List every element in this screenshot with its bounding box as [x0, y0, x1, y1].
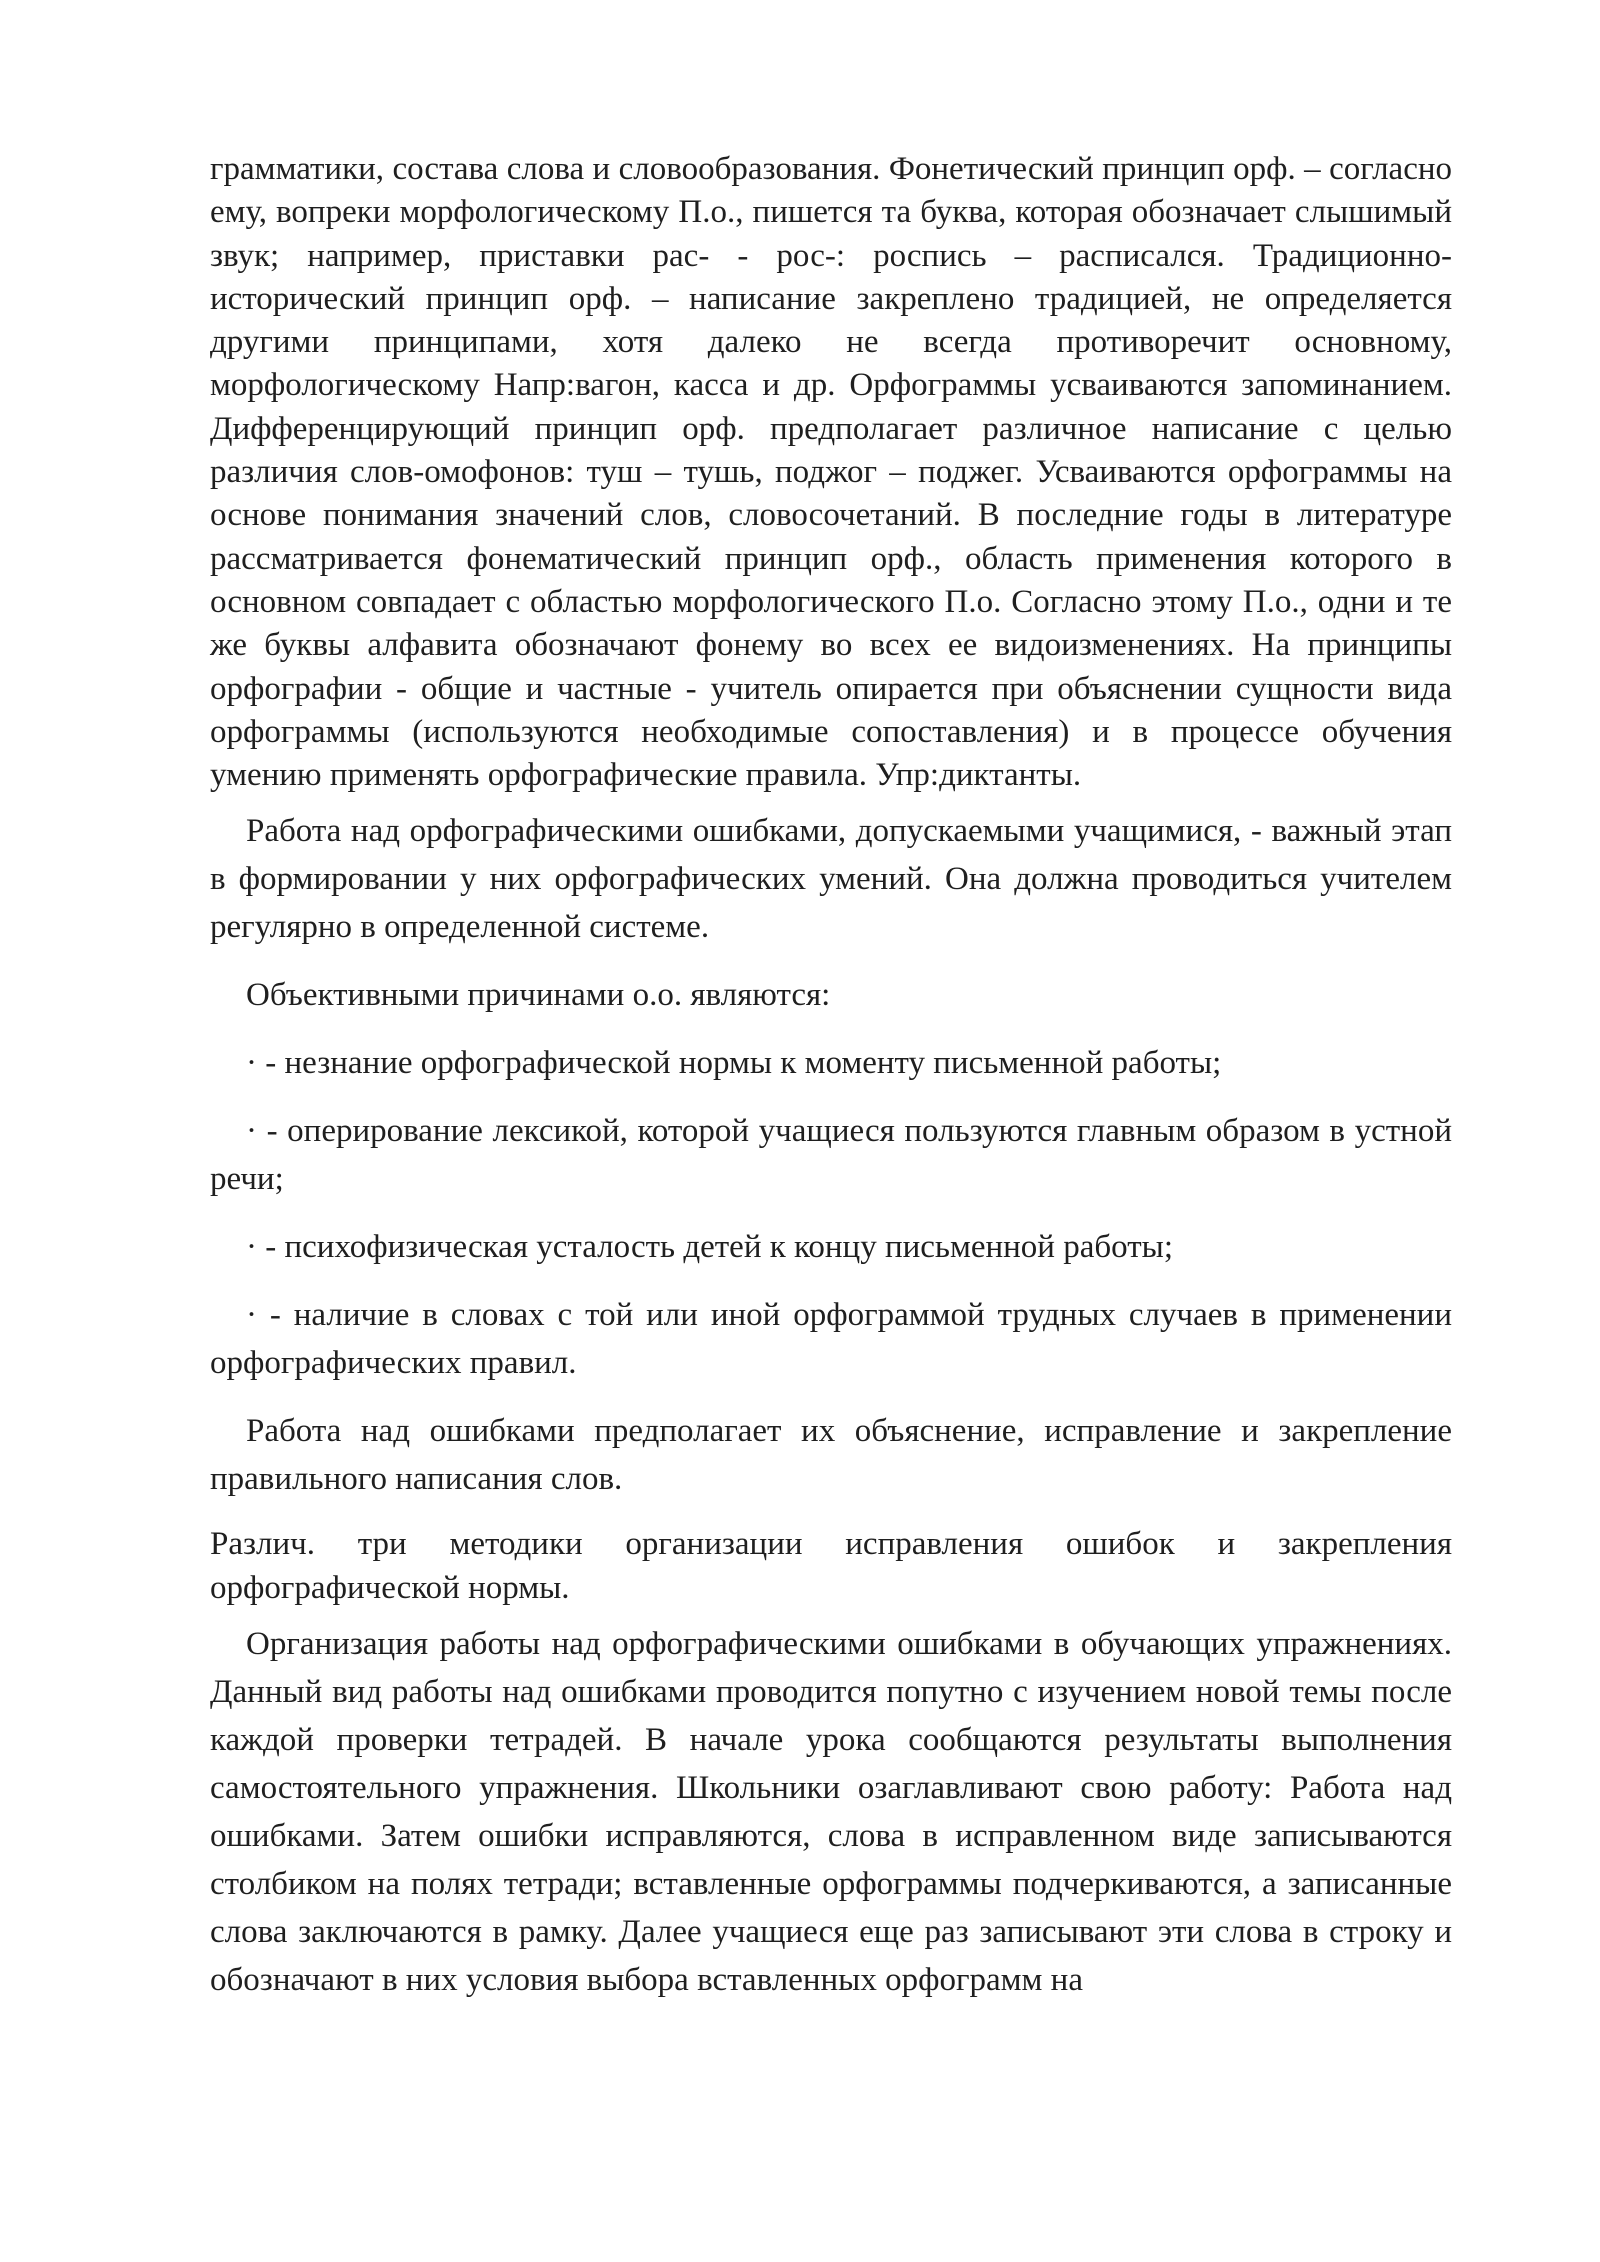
list-item-cause-2: · - оперирование лексикой, которой учащиеся пользуются главным образом в устной речи; [210, 1113, 1452, 1198]
paragraph-error-work-intro: Работа над орфографическими ошибками, допускаемыми учащимися, - важный этап в формировании у них орфографических умений. Она должна проводиться учителем регулярно в определенной системе. [210, 813, 1452, 946]
list-item-cause-3: · - психофизическая усталость детей к концу письменной работы; [246, 1229, 1173, 1266]
paragraph-exercise-organization: Организация работы над орфографическими ошибками в обучающих упражнениях. Данный вид работы над ошибками проводится попутно с изучением новой темы после каждой проверки тетрадей. В начале урока сообщаются результаты выполнения самостоятельного упражнения. Школьники озаглавливают свою работу: Работа над ошибками. Затем ошибки исправляются, слова в исправленном виде записываются столбиком на полях тетради; вставленные орфограммы подчеркиваются, а записанные слова заключаются в рамку. Далее учащиеся еще раз записывают эти слова в строку и обозначают в них условия выбора вставленных орфограмм на [210, 1626, 1452, 1999]
paragraph-objective-causes-heading: Объективными причинами о.о. являются: [246, 977, 831, 1014]
paragraph-orthography-principles: грамматики, состава слова и словообразования. Фонетический принцип орф. – согласно ему, вопреки морфологическому П.о., пишется та буква, которая обозначает слышимый звук; например, приставки рас- - рос-: роспись – расписался. Традиционно-исторический принцип орф. – написание закреплено традицией, не определяется другими принципами, хотя далеко не всегда противоречит основному, морфологическому Напр:вагон, касса и др. Орфограммы усваиваются запоминанием. Дифференцирующий принцип орф. предполагает различное написание с целью различия слов-омофонов: туш – тушь, поджог – поджег. Усваиваются орфограммы на основе понимания значений слов, словосочетаний. В последние годы в литературе рассматривается фонематический принцип орф., область применения которого в основном совпадает с областью морфологического П.о. Согласно этому П.о., одни и те же буквы алфавита обозначают фонему во всех ее видоизменениях. На принципы орфографии - общие и частные - учитель опирается при объяснении сущности вида орфограммы (используются необходимые сопоставления) и в процессе обучения умению применять орфографические правила. Упр:диктанты. [210, 151, 1452, 794]
list-item-cause-1: · - незнание орфографической нормы к моменту письменной работы; [246, 1045, 1222, 1082]
paragraph-error-work-explanation: Работа над ошибками предполагает их объяснение, исправление и закрепление правильного написания слов. [210, 1413, 1452, 1498]
list-item-cause-4: · - наличие в словах с той или иной орфограммой трудных случаев в применении орфографических правил. [210, 1297, 1452, 1382]
paragraph-three-methods: Различ. три методики организации исправления ошибок и закрепления орфографической нормы. [210, 1526, 1452, 1606]
document-page [210, 148, 1452, 2004]
